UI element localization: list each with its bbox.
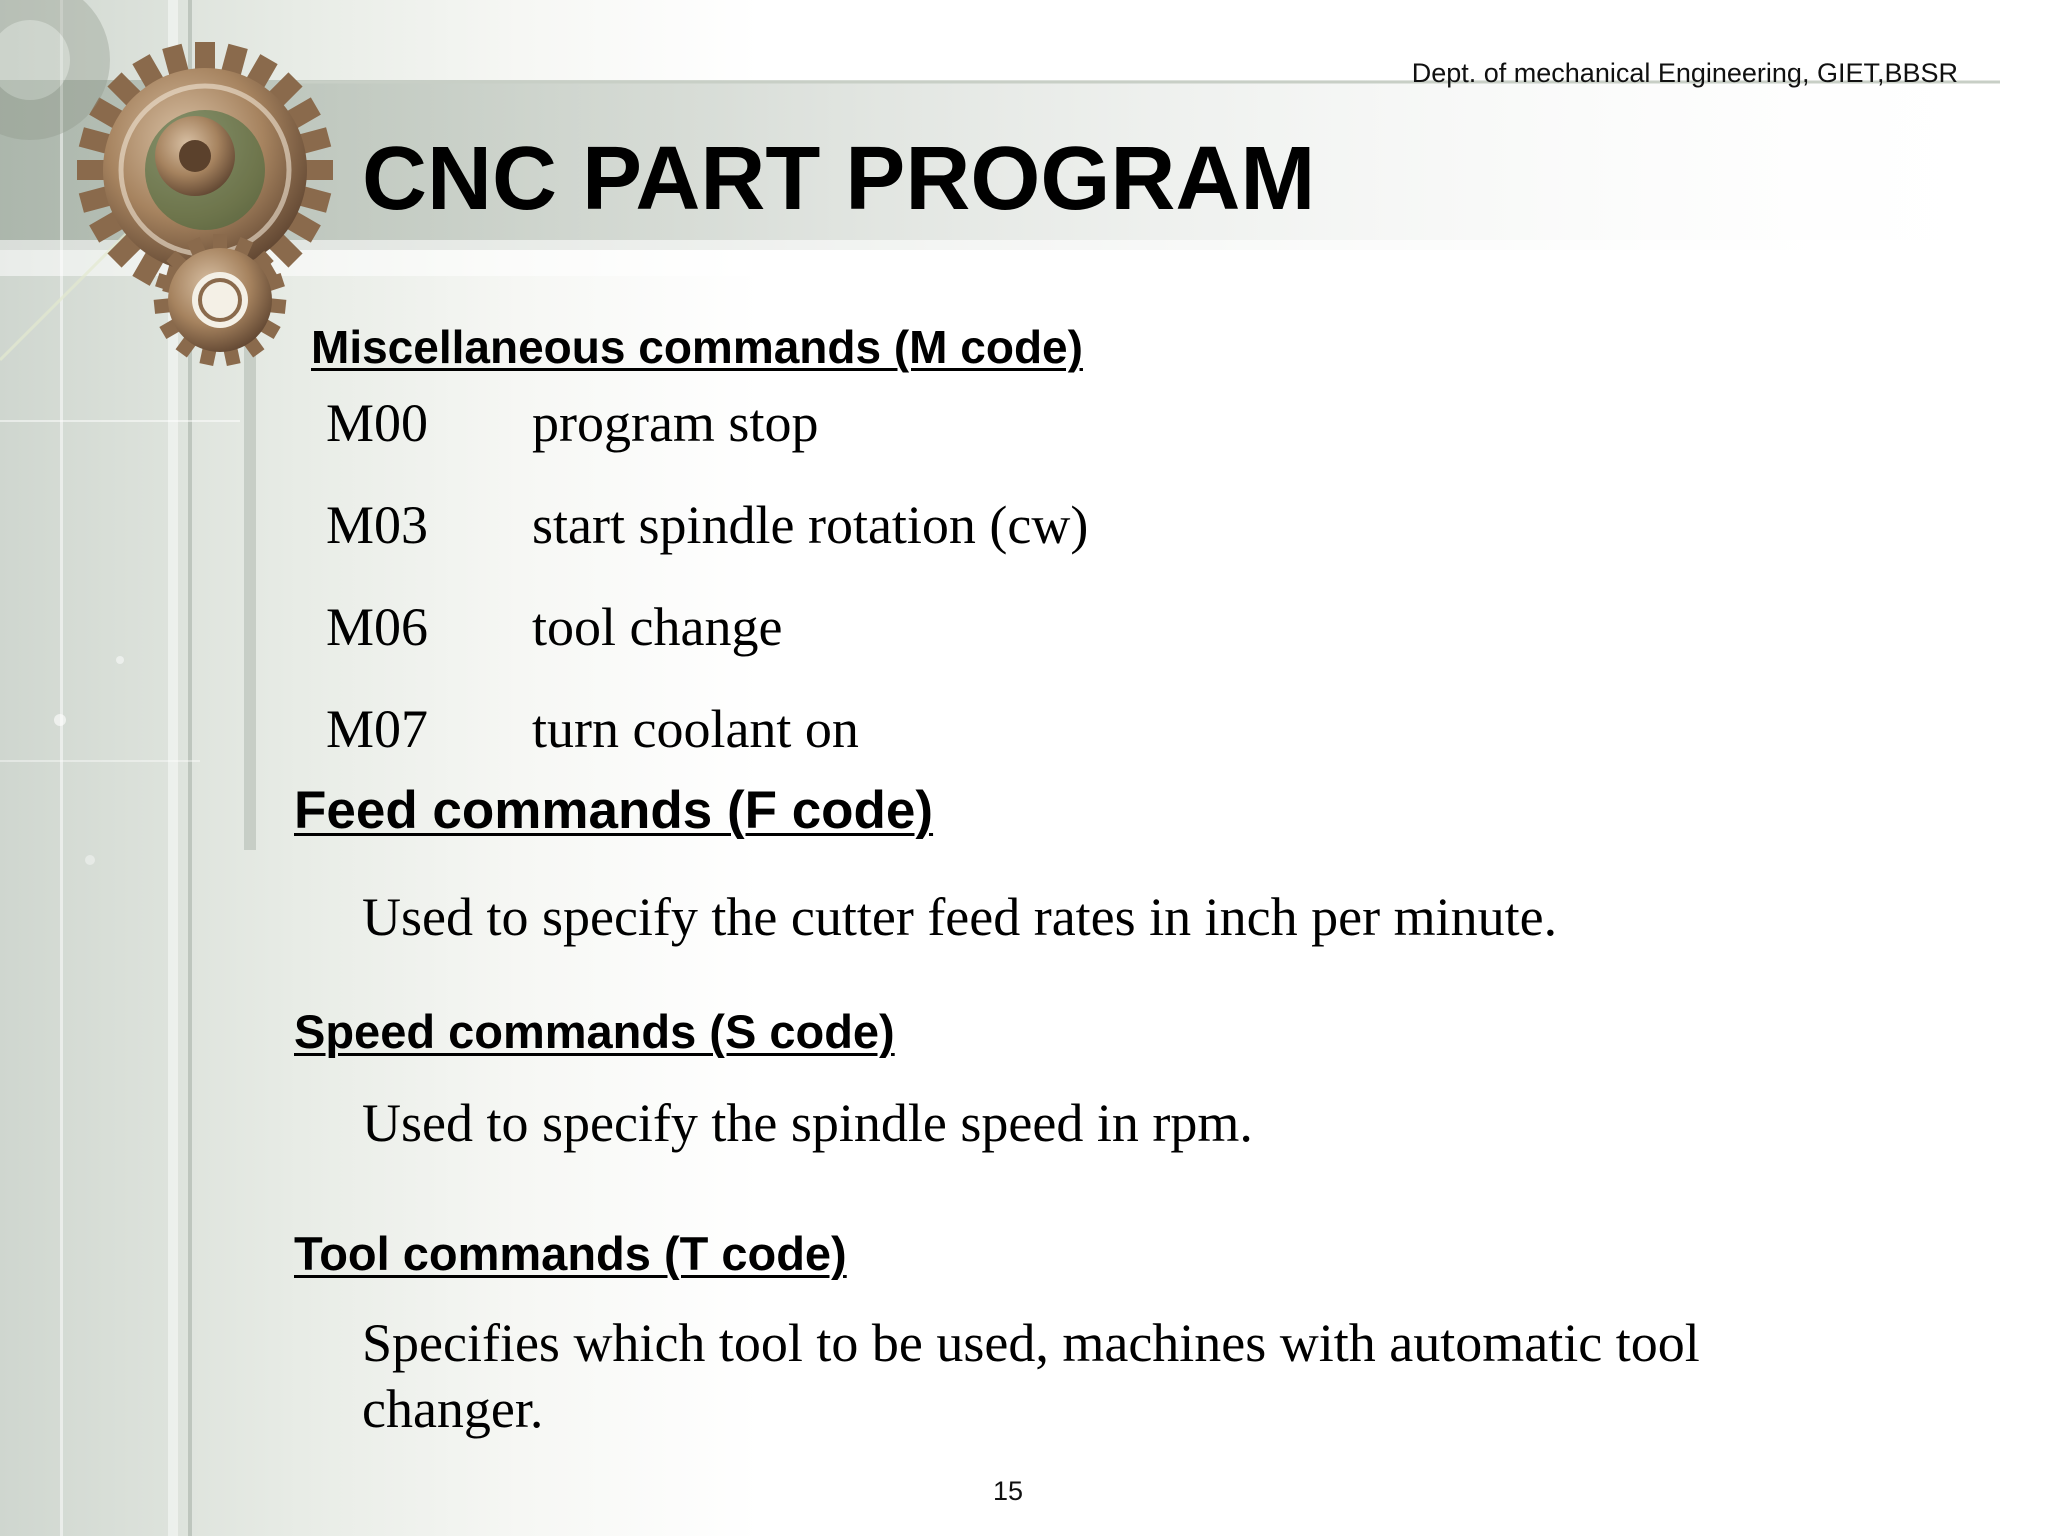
mcode-description: tool change (532, 597, 783, 657)
tool-commands-text: Specifies which tool to be used, machines with automatic tool changer. (362, 1313, 1700, 1439)
speed-commands-heading: Speed commands (S code) (294, 1005, 895, 1058)
mcode-description: program stop (532, 393, 819, 453)
department-header: Dept. of mechanical Engineering, GIET,BBSR (1411, 58, 1958, 88)
mcode-code: M00 (326, 393, 429, 453)
slide-title: CNC PART PROGRAM (362, 129, 1316, 229)
mcode-row (326, 392, 818, 454)
mcode-row (326, 494, 1088, 556)
mcode-description: turn coolant on (532, 699, 859, 759)
feed-commands-heading: Feed commands (F code) (294, 781, 934, 840)
misc-commands-heading: Miscellaneous commands (M code) (311, 321, 1083, 373)
mcode-description: start spindle rotation (cw) (532, 495, 1089, 555)
mcode-row (326, 698, 859, 760)
speed-commands-text: Used to specify the spindle speed in rpm. (362, 1093, 1253, 1153)
tool-commands-heading: Tool commands (T code) (294, 1227, 847, 1280)
mcode-code: M06 (326, 597, 429, 657)
mcode-code: M07 (326, 699, 429, 759)
feed-commands-text: Used to specify the cutter feed rates in inch per minute. (362, 887, 1558, 947)
mcode-code: M03 (326, 495, 429, 555)
mcode-row (326, 596, 782, 658)
page-number: 15 (992, 1476, 1024, 1506)
